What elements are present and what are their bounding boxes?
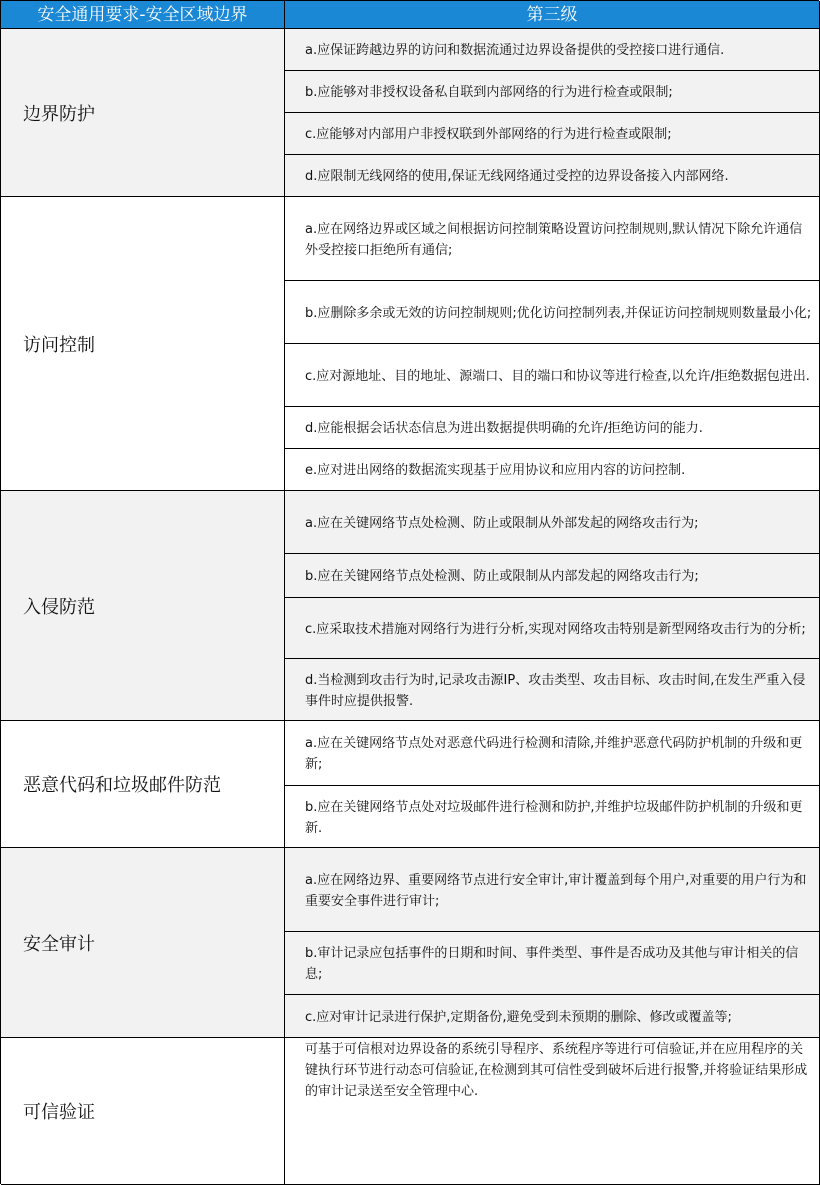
category-malware-spam-prevention: 恶意代码和垃圾邮件防范 [1,721,285,848]
requirement-item: a.应在关键网络节点处检测、防止或限制从外部发起的网络攻击行为; [285,491,820,554]
requirement-item: a.应保证跨越边界的访问和数据流通过边界设备提供的受控接口进行通信. [285,29,820,71]
header-category: 安全通用要求-安全区域边界 [1,1,285,29]
category-security-audit: 安全审计 [1,848,285,1038]
requirement-item: b.应在关键网络节点处对垃圾邮件进行检测和防护,并维护垃圾邮件防护机制的升级和更新. [285,786,820,848]
requirement-item: c.应对审计记录进行保护,定期备份,避免受到未预期的删除、修改或覆盖等; [285,995,820,1038]
requirement-item: 可基于可信根对边界设备的系统引导程序、系统程序等进行可信验证,并在应用程序的关键执行环节进行动态可信验证,在检测到其可信性受到破坏后进行报警,并将验证结果形成的审计记录送至安全管理中心. [285,1038,820,1185]
category-trusted-verification: 可信验证 [1,1038,285,1185]
requirement-item: a.应在关键网络节点处对恶意代码进行检测和清除,并维护恶意代码防护机制的升级和更新; [285,721,820,786]
requirement-item: b.审计记录应包括事件的日期和时间、事件类型、事件是否成功及其他与审计相关的信息; [285,932,820,995]
requirement-item: a.应在网络边界或区域之间根据访问控制策略设置访问控制规则,默认情况下除允许通信外受控接口拒绝所有通信; [285,197,820,281]
requirement-item: e.应对进出网络的数据流实现基于应用协议和应用内容的访问控制. [285,449,820,491]
requirement-item: c.应对源地址、目的地址、源端口、目的端口和协议等进行检查,以允许/拒绝数据包进出. [285,344,820,407]
requirement-item: d.应能根据会话状态信息为进出数据提供明确的允许/拒绝访问的能力. [285,407,820,449]
requirement-item: c.应采取技术措施对网络行为进行分析,实现对网络攻击特别是新型网络攻击行为的分析; [285,598,820,659]
requirement-item: d.当检测到攻击行为时,记录攻击源IP、攻击类型、攻击目标、攻击时间,在发生严重入侵事件时应提供报警. [285,659,820,721]
requirement-item: a.应在网络边界、重要网络节点进行安全审计,审计覆盖到每个用户,对重要的用户行为和重要安全事件进行审计; [285,848,820,932]
requirement-item: b.应能够对非授权设备私自联到内部网络的行为进行检查或限制; [285,71,820,113]
category-intrusion-prevention: 入侵防范 [1,491,285,721]
requirement-item: b.应删除多余或无效的访问控制规则;优化访问控制列表,并保证访问控制规则数量最小化; [285,281,820,344]
requirement-item: b.应在关键网络节点处检测、防止或限制从内部发起的网络攻击行为; [285,554,820,598]
header-level: 第三级 [285,1,820,29]
category-access-control: 访问控制 [1,197,285,491]
category-boundary-protection: 边界防护 [1,29,285,197]
requirement-item: d.应限制无线网络的使用,保证无线网络通过受控的边界设备接入内部网络. [285,155,820,197]
requirement-item: c.应能够对内部用户非授权联到外部网络的行为进行检查或限制; [285,113,820,155]
